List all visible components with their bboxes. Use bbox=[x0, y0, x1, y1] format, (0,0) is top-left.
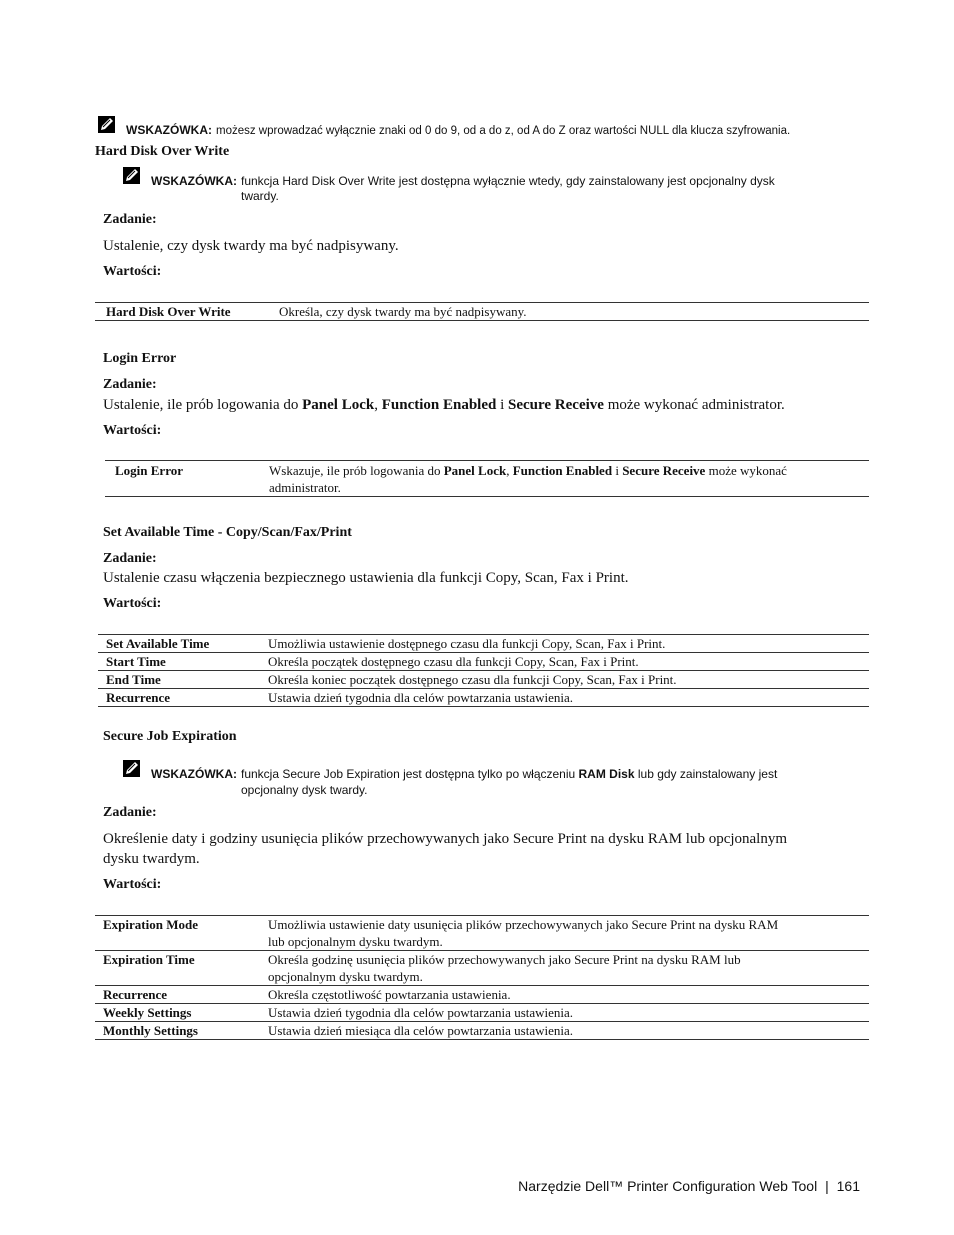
table-row bbox=[95, 1022, 869, 1040]
table-row bbox=[98, 689, 869, 707]
row-text-part: Wskazuje, ile prób logowania do bbox=[269, 463, 444, 478]
row-bold: Panel Lock bbox=[443, 463, 507, 478]
values-table-sat bbox=[98, 634, 869, 707]
note-label: WSKAZÓWKA: bbox=[151, 767, 237, 781]
note-sje bbox=[151, 765, 777, 783]
task-text bbox=[103, 397, 785, 414]
row-key: Start Time bbox=[106, 654, 166, 669]
table-row bbox=[105, 461, 869, 497]
note-bold: RAM Disk bbox=[578, 767, 635, 781]
task-label: Zadanie: bbox=[103, 805, 157, 820]
table-row bbox=[95, 303, 869, 321]
note-text-line2: twardy. bbox=[241, 189, 279, 203]
row-sep: i bbox=[612, 463, 623, 478]
page-number: 161 bbox=[836, 1178, 860, 1194]
task-sep: , bbox=[374, 397, 382, 413]
table-row bbox=[95, 951, 869, 986]
row-value: Określa częstotliwość powtarzania ustawienia. bbox=[268, 987, 511, 1002]
row-key: Weekly Settings bbox=[103, 1005, 192, 1020]
values-table-sje bbox=[95, 915, 869, 1040]
values-table-login bbox=[105, 460, 869, 497]
row-value: Ustawia dzień miesiąca dla celów powtarzania ustawienia. bbox=[268, 1023, 574, 1038]
row-key: Recurrence bbox=[106, 690, 171, 705]
row-value: Ustawia dzień tygodnia dla celów powtarzania ustawienia. bbox=[268, 690, 574, 705]
task-bold-panel-lock: Panel Lock bbox=[302, 397, 375, 413]
row-sep: , bbox=[506, 463, 513, 478]
row-text-line2: opcjonalnym dysku twardym. bbox=[268, 969, 423, 984]
row-value bbox=[268, 951, 869, 986]
task-label: Zadanie: bbox=[103, 551, 157, 566]
values-table-hdow bbox=[95, 302, 869, 321]
table-row bbox=[98, 671, 869, 689]
task-sep: i bbox=[496, 397, 509, 413]
row-key: End Time bbox=[106, 672, 161, 687]
row-key: Expiration Mode bbox=[103, 917, 198, 932]
row-text-line1: Umożliwia ustawienie daty usunięcia plików przechowywanych jako Secure Print na dysku RAM bbox=[268, 917, 779, 932]
row-text-part: może wykonać bbox=[705, 463, 787, 478]
note-pencil-icon bbox=[97, 115, 116, 134]
section-title-set-available-time: Set Available Time - Copy/Scan/Fax/Print bbox=[103, 525, 352, 540]
table-row bbox=[98, 653, 869, 671]
row-value: Umożliwia ustawienie dostępnego czasu dla funkcji Copy, Scan, Fax i Print. bbox=[268, 636, 666, 651]
values-label: Wartości: bbox=[103, 264, 162, 279]
note-text: możesz wprowadzać wyłącznie znaki od 0 do 9, od a do z, od A do Z oraz wartości NULL dla klucza szyfrowania. bbox=[215, 125, 791, 137]
row-value: Określa początek dostępnego czasu dla funkcji Copy, Scan, Fax i Print. bbox=[268, 654, 639, 669]
task-bold-secure-receive: Secure Receive bbox=[508, 397, 604, 413]
note-label: WSKAZÓWKA: bbox=[126, 123, 212, 137]
section-title-login-error: Login Error bbox=[103, 351, 177, 366]
row-value: Określa koniec początek dostępnego czasu dla funkcji Copy, Scan, Fax i Print. bbox=[268, 672, 677, 687]
note-1 bbox=[126, 121, 790, 139]
table-row bbox=[95, 1004, 869, 1022]
note-text-line2: opcjonalny dysk twardy. bbox=[241, 783, 368, 797]
table-row bbox=[95, 916, 869, 951]
row-bold: Function Enabled bbox=[512, 463, 613, 478]
task-text: Określenie daty i godziny usunięcia plików przechowywanych jako Secure Print na dysku RAM lub opcjonalnym bbox=[103, 831, 788, 847]
task-text-part: może wykonać administrator. bbox=[603, 397, 785, 413]
row-key: Login Error bbox=[115, 463, 184, 478]
section-title-hard-disk-over-write: Hard Disk Over Write bbox=[95, 144, 230, 159]
note-text: lub gdy zainstalowany jest bbox=[634, 767, 778, 781]
task-text-part: Ustalenie, ile prób logowania do bbox=[103, 397, 303, 413]
task-text: Ustalenie czasu włączenia bezpiecznego ustawienia dla funkcji Copy, Scan, Fax i Print. bbox=[103, 570, 629, 586]
row-bold: Secure Receive bbox=[622, 463, 706, 478]
note-label: WSKAZÓWKA: bbox=[151, 174, 237, 188]
row-value: Określa, czy dysk twardy ma być nadpisywany. bbox=[279, 304, 527, 319]
row-value bbox=[268, 916, 869, 951]
footer-title: Narzędzie Dell™ Printer Configuration Web Tool bbox=[518, 1178, 818, 1194]
task-bold-function-enabled: Function Enabled bbox=[381, 397, 497, 413]
note-text: funkcja Secure Job Expiration jest dostępna tylko po włączeniu bbox=[240, 767, 579, 781]
values-label: Wartości: bbox=[103, 423, 162, 438]
row-text-part: administrator. bbox=[269, 480, 341, 495]
note-text: funkcja Hard Disk Over Write jest dostępna wyłącznie wtedy, gdy zainstalowany jest opcjonalny dysk bbox=[240, 174, 775, 188]
note-pencil-icon bbox=[122, 759, 141, 778]
section-title-secure-job-expiration: Secure Job Expiration bbox=[103, 729, 237, 744]
row-value: Ustawia dzień tygodnia dla celów powtarzania ustawienia. bbox=[268, 1005, 574, 1020]
row-value bbox=[269, 461, 869, 497]
row-text-line1: Określa godzinę usunięcia plików przechowywanych jako Secure Print na dysku RAM lub bbox=[268, 952, 741, 967]
row-key: Set Available Time bbox=[106, 636, 210, 651]
table-row bbox=[98, 635, 869, 653]
row-key: Recurrence bbox=[103, 987, 168, 1002]
task-text: Ustalenie, czy dysk twardy ma być nadpisywany. bbox=[103, 238, 399, 254]
note-pencil-icon bbox=[122, 166, 141, 185]
note-hdow bbox=[151, 172, 775, 190]
task-text-line2: dysku twardym. bbox=[103, 851, 200, 867]
task-label: Zadanie: bbox=[103, 377, 157, 392]
footer-separator: | bbox=[825, 1178, 829, 1194]
row-key: Expiration Time bbox=[103, 952, 195, 967]
values-label: Wartości: bbox=[103, 596, 162, 611]
values-label: Wartości: bbox=[103, 877, 162, 892]
row-key: Monthly Settings bbox=[103, 1023, 198, 1038]
row-text-line2: lub opcjonalnym dysku twardym. bbox=[268, 934, 443, 949]
task-label: Zadanie: bbox=[103, 212, 157, 227]
row-key: Hard Disk Over Write bbox=[106, 304, 231, 319]
page-footer bbox=[518, 1178, 860, 1194]
table-row bbox=[95, 986, 869, 1004]
